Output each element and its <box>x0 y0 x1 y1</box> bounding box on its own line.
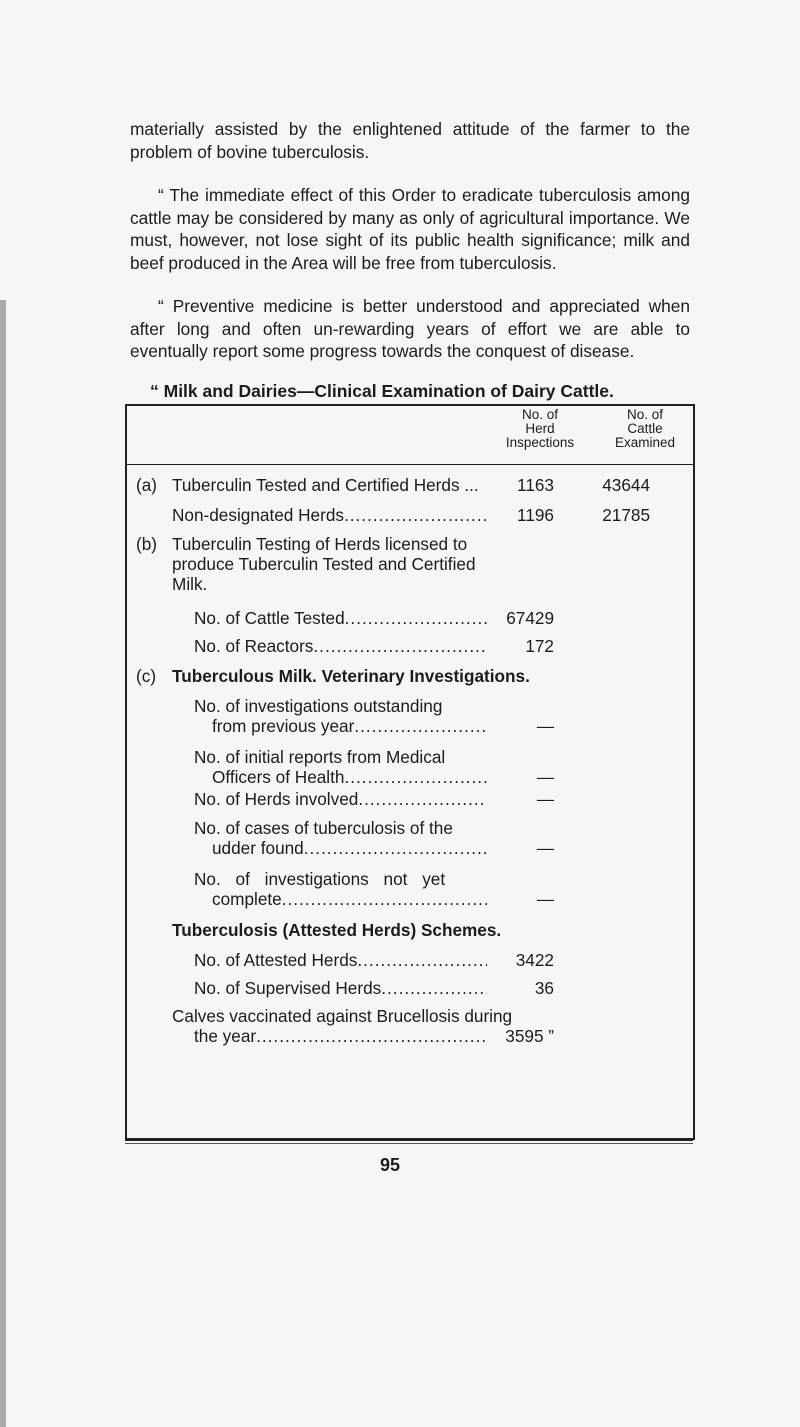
row-b-text-line-2: produce Tuberculin Tested and Certified <box>172 554 476 574</box>
paragraph-2: “ The immediate effect of this Order to eradicate tuberculosis among cattle may be considered by many as only of agricultural importance. We must, however, not lose sight of its public health significance; milk and beef produced in the Area will be free from tuberculosis. <box>130 185 690 273</box>
row-not-complete-line-1: No. of investigations not yet <box>194 869 446 889</box>
row-calves-line-2: the year ..... <box>194 1026 256 1046</box>
row-c-label: (c) <box>136 666 157 686</box>
table-top-rule <box>125 404 695 406</box>
page-number: 95 <box>379 1155 401 1175</box>
row-c-heading: Tuberculous Milk. Veterinary Investigations. <box>172 666 530 686</box>
table-bottom-rule <box>125 1138 693 1141</box>
row-cattle-tested-text: No. of Cattle Tested ..... <box>194 608 345 628</box>
row-a-label: (a) <box>136 475 158 495</box>
row-not-complete-value: — <box>536 889 554 909</box>
row-a-herd-inspections: 1163 <box>517 475 554 495</box>
row-udder-line-1: No. of cases of tuberculosis of the <box>194 818 453 838</box>
row-nd-leader <box>172 505 487 527</box>
paragraph-3: “ Preventive medicine is better understood and appreciated when after long and often un-rewarding years of effort we are able to eventually report some progress towards the conquest of disease. <box>130 296 690 361</box>
row-initial-value: — <box>536 767 554 787</box>
row-cattle-tested-value: 67429 <box>506 608 554 628</box>
column-header-line: No. of <box>521 407 559 422</box>
table-right-rule <box>693 404 695 1140</box>
row-udder-value: — <box>536 838 554 858</box>
column-header-line: Inspections <box>505 435 575 450</box>
row-b-text-line-1: Tuberculin Testing of Herds licensed to <box>172 534 468 554</box>
row-calves-value: 3595 ” <box>505 1026 554 1046</box>
row-outstanding-line-2: from previous year ..... <box>212 716 354 736</box>
row-outstanding-value: — <box>536 716 554 736</box>
section-heading: “ Milk and Dairies—Clinical Examination of Dairy Cattle. <box>150 381 614 401</box>
row-supervised-text-leader <box>194 978 487 1000</box>
row-initial-line-1: No. of initial reports from Medical <box>194 747 446 767</box>
row-nd-text: Non-designated Herds ..... <box>172 505 344 525</box>
column-header-line: Cattle <box>627 421 663 436</box>
row-b-label: (b) <box>136 534 158 554</box>
margin-rule <box>0 300 6 1427</box>
row-herds-involved-leader <box>194 789 487 811</box>
row-calves-line-2-leader <box>194 1026 487 1048</box>
row-udder-line-2: udder found ..... <box>212 838 304 858</box>
row-nd-herd-inspections: 1196 <box>517 505 554 525</box>
row-not-complete-line-2: complete ..... <box>212 889 282 909</box>
column-header-line: Herd <box>525 421 555 436</box>
row-attested-text-leader <box>194 950 487 972</box>
row-cattle-tested-leader <box>194 608 487 630</box>
row-reactors-text: No. of Reactors ..... <box>194 636 313 656</box>
row-reactors-value: 172 <box>525 636 554 656</box>
row-initial-line-2: Officers of Health ..... <box>212 767 344 787</box>
row-reactors-leader <box>194 636 487 658</box>
table-bottom-rule-thin <box>125 1143 693 1144</box>
row-nd-cattle-examined: 21785 <box>602 505 650 525</box>
row-outstanding-line-1: No. of investigations outstanding <box>194 696 443 716</box>
row-b-text-line-3: Milk. <box>172 574 208 594</box>
row-attested-text: No. of Attested Herds ..... <box>194 950 357 970</box>
paragraph-1: materially assisted by the enlightened attitude of the farmer to the problem of bovine tuberculosis. <box>130 119 690 162</box>
row-calves-line-1: Calves vaccinated against Brucellosis during <box>172 1006 513 1026</box>
column-header-line: Examined <box>614 435 676 450</box>
row-a-cattle-examined: 43644 <box>602 475 650 495</box>
table-header-rule <box>125 464 695 465</box>
row-supervised-value: 36 <box>534 978 554 998</box>
row-a-text: Tuberculin Tested and Certified Herds ... <box>172 475 479 495</box>
row-attested-value: 3422 <box>515 950 554 970</box>
row-initial-leader <box>212 767 487 789</box>
column-header-herd-inspections <box>500 408 580 450</box>
row-herds-involved-value: — <box>536 789 554 809</box>
row-outstanding-leader <box>212 716 487 738</box>
row-schemes-heading: Tuberculosis (Attested Herds) Schemes. <box>172 920 502 940</box>
column-header-line: No. of <box>626 407 664 422</box>
row-udder-leader <box>212 838 487 860</box>
row-not-complete-line-2-leader <box>212 889 487 911</box>
column-header-cattle-examined <box>600 408 690 450</box>
table-left-rule <box>125 404 127 1140</box>
row-herds-involved-text: No. of Herds involved ..... <box>194 789 358 809</box>
row-supervised-text: No. of Supervised Herds ..... <box>194 978 381 998</box>
